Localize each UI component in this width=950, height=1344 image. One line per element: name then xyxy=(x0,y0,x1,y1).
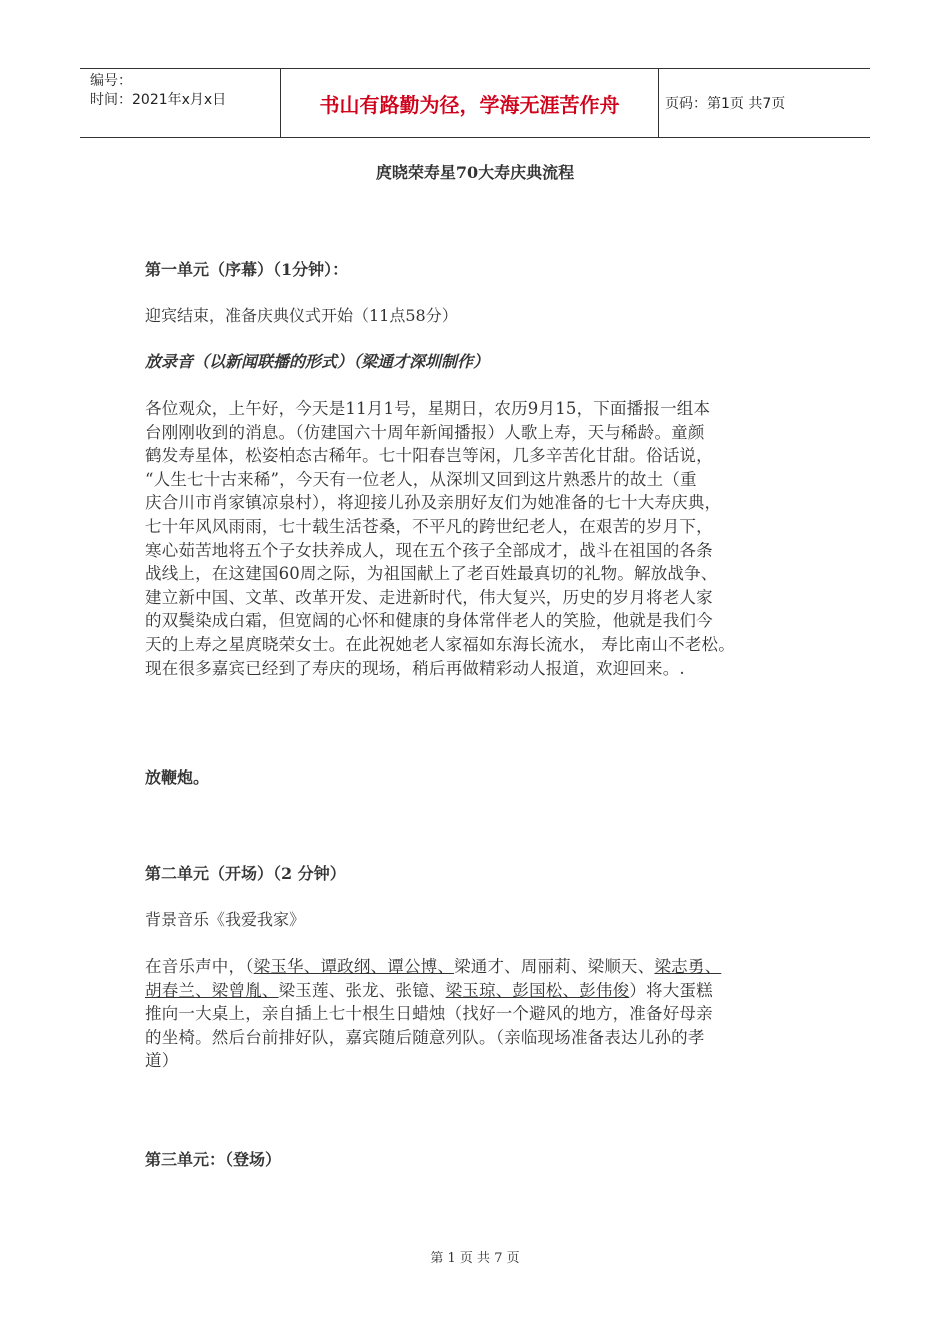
page-footer: 第 1 页 共 7 页 xyxy=(430,1251,520,1266)
unit2-heading: 第二单元（开场）（2 分钟） xyxy=(145,864,346,883)
paragraph-line: 在音乐声中，（梁玉华、谭政纲、谭公博、梁通才、周丽莉、梁顺天、梁志勇、 xyxy=(145,957,722,976)
paragraph-line: 鹤发寿星体，松姿柏态古稀年。七十阳春岂等闲，几多辛苦化甘甜。俗话说， xyxy=(145,446,713,466)
paragraph-line: 建立新中国、文革、改革开发、走进新时代，伟大复兴，历史的岁月将老人家 xyxy=(145,587,713,607)
paragraph-line: 推向一大桌上，亲自插上七十根生日蜡烛（找好一个避风的地方，准备好母亲 xyxy=(145,1004,713,1024)
paragraph-line: 寒心茹苦地将五个子女扶养成人，现在五个孩子全部成才，战斗在祖国的各条 xyxy=(145,540,713,560)
unit2-paragraph xyxy=(145,955,825,1073)
header-motto: 书山有路勤为径，学海无涯苦作舟 xyxy=(281,69,659,137)
underlined-names: 胡春兰、梁曾胤、 xyxy=(145,980,279,1000)
unit1-heading: 第一单元（序幕）（1分钟）： xyxy=(145,260,349,279)
paragraph-line: “人生七十古来稀”，今天有一位老人，从深圳又回到这片熟悉片的故土（重 xyxy=(145,469,697,489)
paragraph-line: 胡春兰、梁曾胤、梁玉莲、张龙、张镱、梁玉琼、彭国松、彭伟俊）将大蛋糕 xyxy=(145,980,713,1000)
underlined-names: 梁志勇、 xyxy=(654,957,722,976)
paragraph-line: 的坐椅。然后台前排好队，嘉宾随后随意列队。（亲临现场准备表达儿孙的孝 xyxy=(145,1027,705,1047)
unit1-line: 迎宾结束，准备庆典仪式开始（11点58分） xyxy=(145,306,458,325)
unit1-audio: 放录音（以新闻联播的形式）（梁通才深圳制作） xyxy=(145,352,490,371)
paragraph-line: 道） xyxy=(145,1051,179,1071)
unit2-music: 背景音乐《我爱我家》 xyxy=(145,910,306,929)
header-meta xyxy=(80,69,281,137)
paragraph-line: 各位观众，上午好，今天是11月1号，星期日，农历9月15，下面播报一组本 xyxy=(145,399,711,418)
paragraph-line: 的双鬓染成白霜，但宽阔的心怀和健康的身体常伴老人的笑脸，他就是我们今 xyxy=(145,611,713,631)
page-header xyxy=(80,68,870,138)
time-label: 时间：2021年x月x日 xyxy=(90,92,227,108)
underlined-names: 梁玉琼、彭国松、彭伟俊 xyxy=(445,980,630,1000)
paragraph-line: 天的上寿之星庹晓荣女士。在此祝她老人家福如东海长流水， 寿比南山不老松。 xyxy=(145,634,735,654)
unit3-heading: 第三单元：（登场） xyxy=(145,1150,282,1169)
unit1-paragraph xyxy=(145,397,825,680)
paragraph-line: 七十年风风雨雨，七十载生活苍桑，不平凡的跨世纪老人，在艰苦的岁月下， xyxy=(145,516,713,536)
paragraph-line: 战线上，在这建国60周之际，为祖国献上了老百姓最真切的礼物。解放战争、 xyxy=(145,564,718,584)
paragraph-line: 台刚刚收到的消息。（仿建国六十周年新闻播报）人歌上寿，天与稀龄。童颜 xyxy=(145,422,705,442)
document-title: 庹晓荣寿星70大寿庆典流程 xyxy=(375,163,575,182)
paragraph-line: 现在很多嘉宾已经到了寿庆的现场，稍后再做精彩动人报道，欢迎回来。. xyxy=(145,658,685,678)
underlined-names: 梁玉华、谭政纲、谭公博、 xyxy=(253,957,455,976)
number-label: 编号： xyxy=(90,73,132,89)
header-page-info: 页码：第1页 共7页 xyxy=(665,96,786,112)
firecrackers-line: 放鞭炮。 xyxy=(145,768,210,787)
paragraph-line: 庆合川市肖家镇凉泉村），将迎接儿孙及亲朋好友们为她准备的七十大寿庆典， xyxy=(145,493,722,513)
